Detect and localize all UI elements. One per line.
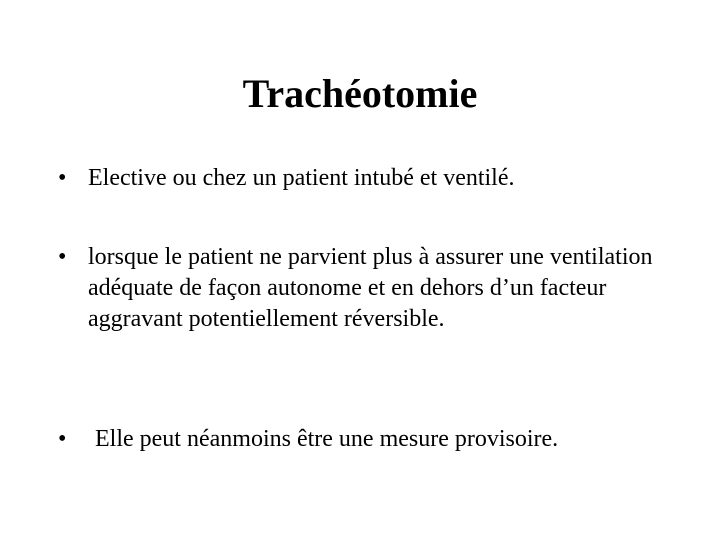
bullet-marker: • [58,165,67,191]
slide-title: Trachéotomie [242,71,478,116]
bullet-text: Elle peut néanmoins être une mesure provisoire. [95,426,559,452]
bullet-text: Elective ou chez un patient intubé et ventilé. [88,165,515,191]
bullet-marker: • [58,244,67,270]
bullet-item-elective [58,163,678,194]
bullet-item-provisional [58,424,678,455]
bullet-text: lorsque le patient ne parvient plus à assurer une ventilation adéquate de façon autonome et en dehors d’un facteur aggravant potentiellement réversible. [88,244,653,332]
bullet-marker: • [58,426,67,452]
bullet-item-ventilation [58,242,678,335]
